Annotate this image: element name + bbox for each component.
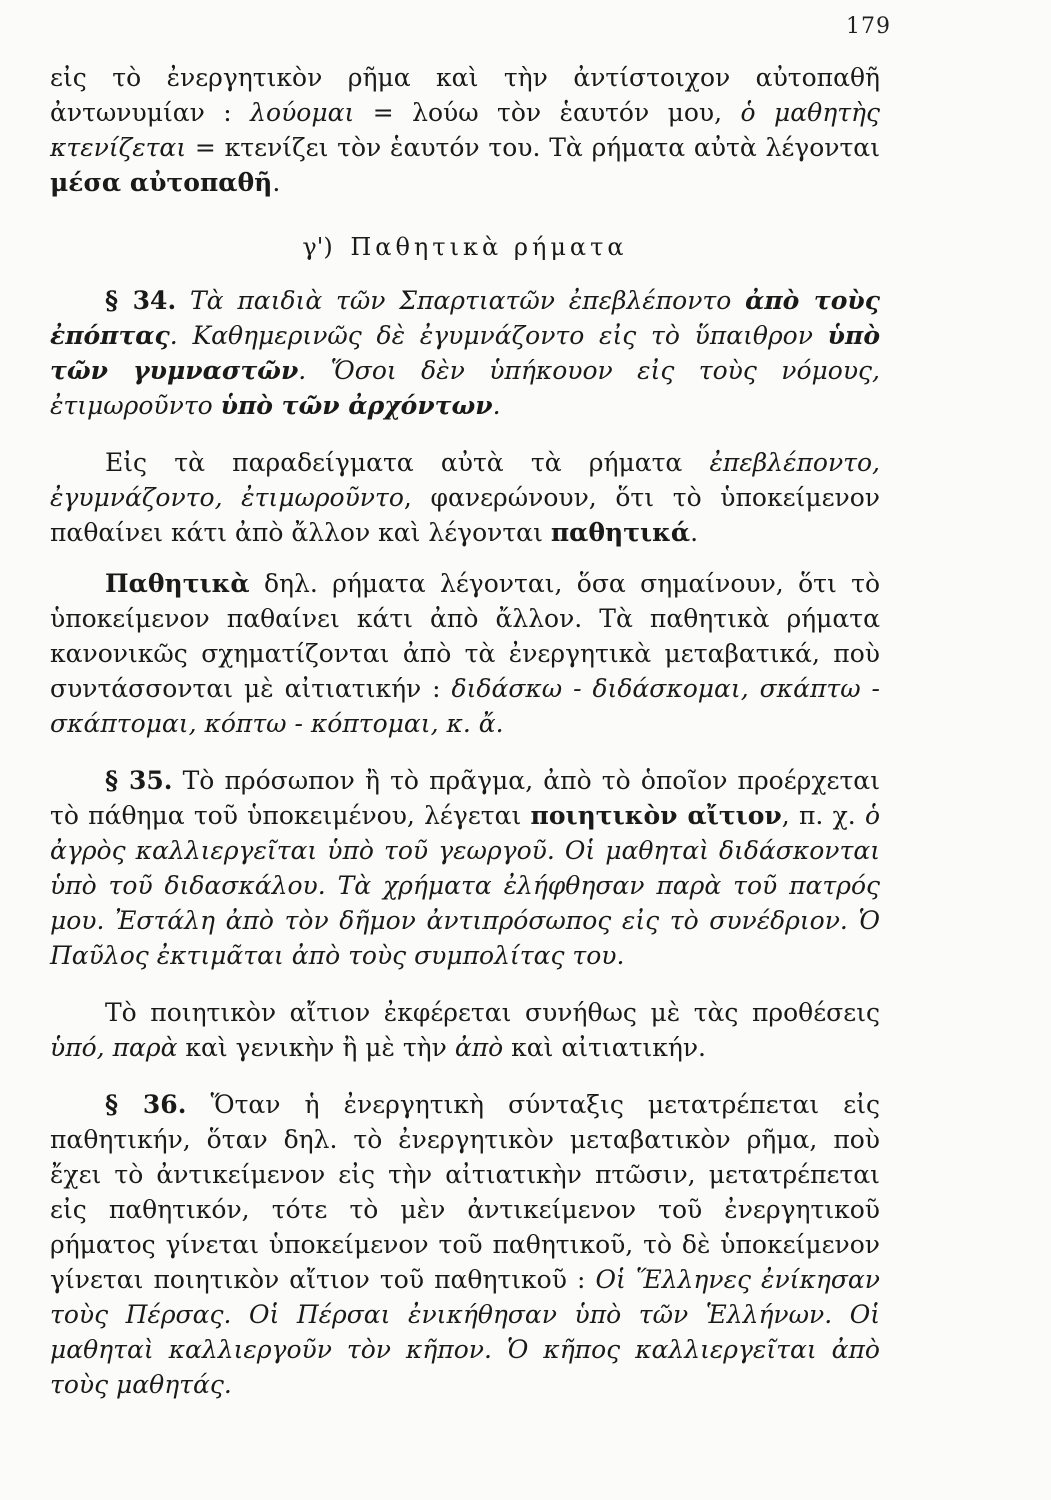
example-italic: . Ὅσοι δὲν ὑπήκουον εἰς τοὺς νόμους, ἐτιμωροῦντο	[50, 356, 880, 420]
section-number: § 36.	[105, 1090, 187, 1119]
agent-bold-italic: ὑπὸ τῶν ἀρχόντων	[220, 391, 493, 420]
text-segment: εἰς τὸ ἐνεργητικὸν ρῆμα καὶ τὴν ἀντίστοιχον αὐτοπαθῆ ἀντωνυμίαν :	[50, 63, 880, 127]
term-bold: μέσα αὐτοπαθῆ	[50, 168, 273, 197]
text-segment: δηλ. ρήματα λέγονται, ὅσα σημαίνουν, ὅτι τὸ ὑποκείμενον παθαίνει κάτι ἀπὸ ἄλλον. Τὰ παθητικὰ ρήματα κανονικῶς σχηματίζονται ἀπὸ τὰ ἐνεργητικὰ μεταβατικά, ποὺ συντάσσονται μὲ αἰτιατικήν :	[50, 569, 880, 703]
term-bold: ποιητικὸν αἴτιον	[530, 801, 782, 830]
paragraph-intro	[50, 60, 880, 200]
agent-bold-italic: ἀπὸ τοὺς ἐπόπτας	[50, 286, 880, 350]
text-segment: , φανερώνουν, ὅτι τὸ ὑποκείμενον παθαίνει κάτι ἀπὸ ἄλλον καὶ λέγονται	[50, 483, 880, 547]
paragraph-agent-prepositions	[50, 995, 880, 1065]
text-segment: = λούω τὸν ἑαυτόν μου,	[354, 98, 741, 127]
paragraph-section-35	[50, 763, 880, 973]
text-segment: , π. χ.	[781, 801, 865, 830]
example-italic: Οἱ Ἕλληνες ἐνίκησαν τοὺς Πέρσας. Οἱ Πέρσαι ἐνικήθησαν ὑπὸ τῶν Ἑλλήνων. Οἱ μαθηταὶ καλλιεργοῦν τὸν κῆπον. Ὁ κῆπος καλλιεργεῖται ἀπὸ τοὺς μαθητάς.	[50, 1265, 880, 1399]
paragraph-passive-definition	[50, 566, 880, 741]
text-segment: καὶ αἰτιατικήν.	[503, 1033, 706, 1062]
example-italic: Τὰ παιδιὰ τῶν Σπαρτιατῶν ἐπεβλέποντο	[176, 286, 746, 315]
section-number: § 34.	[105, 286, 177, 315]
section-heading-number: γ')	[302, 233, 333, 261]
text-segment: καὶ γενικὴν ἢ μὲ τὴν	[177, 1033, 455, 1062]
example-italic: διδάσκω - διδάσκομαι, σκάπτω - σκάπτομαι, κόπτω - κόπτομαι, κ. ἄ.	[50, 674, 880, 738]
example-italic: ὁ μαθητὴς κτενίζεται	[50, 98, 881, 162]
example-italic: . Καθημερινῶς δὲ ἐγυμνάζοντο εἰς τὸ ὕπαιθρον	[169, 321, 828, 350]
paragraph-section-36	[50, 1087, 880, 1402]
agent-bold-italic: ὑπὸ τῶν γυμναστῶν	[50, 321, 880, 385]
example-italic: ἐπεβλέποντο, ἐγυμνάζοντο, ἐτιμωροῦντο	[50, 448, 880, 512]
example-italic: ὁ ἀγρὸς καλλιεργεῖται ὑπὸ τοῦ γεωργοῦ. Οἱ μαθηταὶ διδάσκονται ὑπὸ τοῦ διδασκάλου. Τὰ χρήματα ἐλήφθησαν παρὰ τοῦ πατρός μου. Ἐστάλη ἀπὸ τὸν δῆμον ἀντιπρόσωπος εἰς τὸ συνέδριον. Ὁ Παῦλος ἐκτιμᾶται ἀπὸ τοὺς συμπολίτας του.	[50, 801, 880, 970]
text-segment: Τὸ ποιητικὸν αἴτιον ἐκφέρεται συνήθως μὲ τὰς προθέσεις	[105, 998, 880, 1027]
text-segment: Εἰς τὰ παραδείγματα αὐτὰ τὰ ρήματα	[105, 448, 710, 477]
text-segment: Τὸ πρόσωπον ἢ τὸ πρᾶγμα, ἀπὸ τὸ ὁποῖον προέρχεται τὸ πάθημα τοῦ ὑποκειμένου, λέγεται	[50, 766, 880, 830]
text-segment: Ὅταν ἡ ἐνεργητικὴ σύνταξις μετατρέπεται εἰς παθητικήν, ὅταν δηλ. τὸ ἐνεργητικὸν μεταβατικὸν ρῆμα, ποὺ ἔχει τὸ ἀντικείμενον εἰς τὴν αἰτιατικὴν πτῶσιν, μετατρέπεται εἰς παθητικόν, τότε τὸ μὲν ἀντικείμενον τοῦ ἐνεργητικοῦ ρήματος γίνεται ὑποκείμενον τοῦ παθητικοῦ, τὸ δὲ ὑποκείμενον γίνεται ποιητικὸν αἴτιον τοῦ παθητικοῦ :	[50, 1090, 881, 1294]
text-segment: = κτενίζει τὸν ἑαυτόν του. Τὰ ρήματα αὐτὰ λέγονται	[186, 133, 880, 162]
page-number: 179	[846, 14, 891, 39]
term-bold: Παθητικὰ	[105, 569, 250, 598]
term-bold: παθητικά	[550, 518, 691, 547]
text-segment: .	[690, 518, 699, 547]
section-heading-title: Παθητικὰ ρήματα	[350, 233, 628, 261]
example-italic: ἀπὸ	[454, 1033, 504, 1062]
paragraph-section-34	[50, 283, 880, 423]
section-number: § 35.	[105, 766, 173, 795]
example-italic: λούομαι	[250, 98, 355, 127]
example-italic: ὑπό, παρὰ	[50, 1033, 178, 1062]
example-italic: .	[492, 391, 501, 420]
section-heading	[50, 230, 880, 265]
text-segment: .	[272, 168, 281, 197]
paragraph-passive-examples	[50, 445, 880, 550]
page-body	[50, 60, 880, 1402]
